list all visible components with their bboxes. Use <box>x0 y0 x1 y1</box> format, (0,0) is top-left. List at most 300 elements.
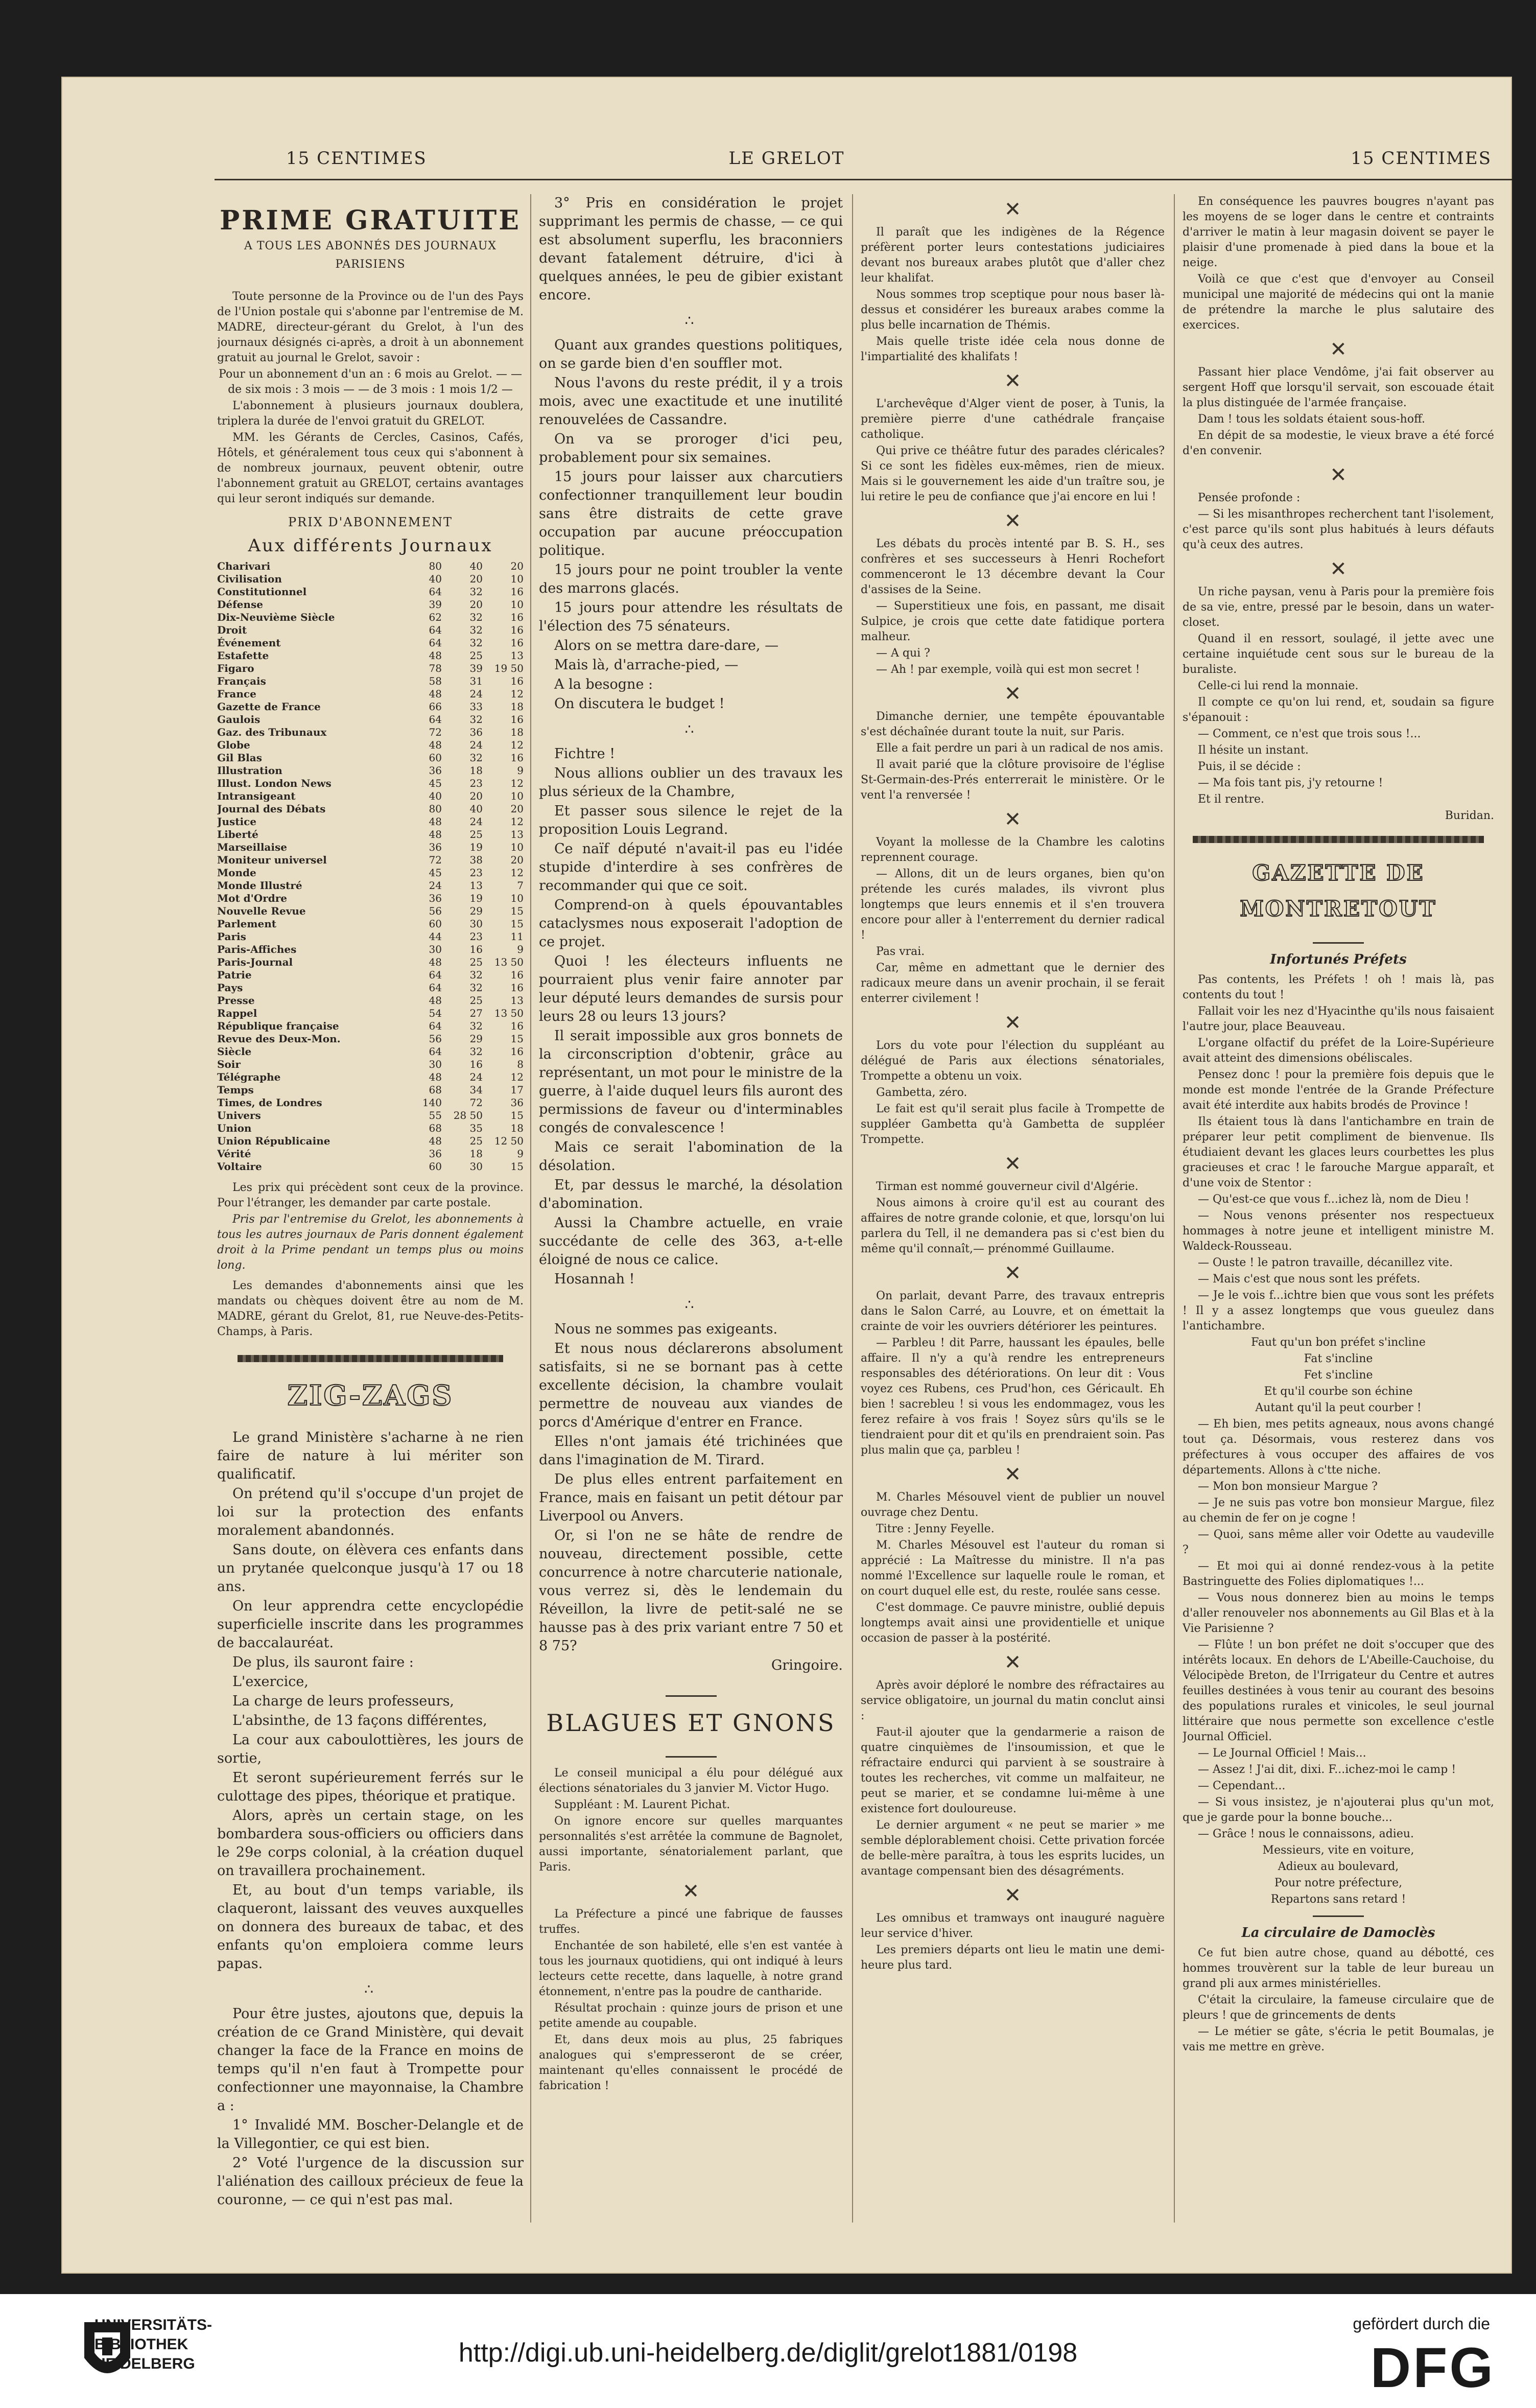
article-paragraph: — Eh bien, mes petits agneaux, nous avons changé tout ça. Désormais, vous resterez dans vos préfectures à vous occuper des affaires de vos départements. Allons à c'tte niche. <box>1183 1418 1494 1477</box>
price-value: 11 <box>510 930 524 943</box>
price-journal-name: Liberté <box>217 828 258 840</box>
price-journal-name: Revue des Deux-Mon. <box>217 1033 341 1045</box>
price-value: 24 <box>469 739 483 751</box>
price-row <box>217 969 524 981</box>
article-paragraph: Les omnibus et tramways ont inauguré naguère leur service d'hiver. <box>861 1912 1165 1940</box>
article-paragraph: L'archevêque d'Alger vient de poser, à Tunis, la première pierre d'une cathédrale française catholique. <box>861 398 1165 441</box>
price-row <box>217 790 524 803</box>
price-journal-name: Monde Illustré <box>217 879 302 892</box>
article-paragraph: Et seront supérieurement ferrés sur le culottage des pipes, théorique et pratique. <box>217 1770 524 1804</box>
article-paragraph: — Et moi qui ai donné rendez-vous à la petite Bastringuette des Folies diplomatiques !... <box>1183 1560 1494 1588</box>
price-journal-name: Dix-Neuvième Siècle <box>217 611 335 623</box>
article-paragraph: Tirman est nommé gouverneur civil d'Algérie. <box>876 1180 1139 1193</box>
article-paragraph: 3° Pris en considération le projet supprimant les permis de chasse, — ce qui est absolument superflu, les braconniers devant fatalement détruire, d'ici à quelques années, le peu de gibier existant encore. <box>539 195 843 303</box>
price-row <box>217 586 524 598</box>
article-paragraph: Il serait impossible aux gros bonnets de la circonscription d'obtenir, grâce au représentant, un mot pour le ministre de la guerre, à l'aide duquel leurs fils auront des permissions de faveur ou d'interminables congés de convalescence ! <box>539 1028 843 1136</box>
price-value: 28 50 <box>453 1109 483 1121</box>
article-paragraph: C'est dommage. Ce pauvre ministre, oublié depuis longtemps avait ainsi une providentielle et unique occasion de passer à la postérité. <box>861 1601 1165 1645</box>
prime-title: PRIME GRATUITE <box>220 205 521 236</box>
prime-note: Les demandes d'abonnements ainsi que les mandats ou chèques doivent être au nom de M. MADRE, gérant du Grelot, 81, rue Neuve-des-Petits-Champs, à Paris. <box>217 1279 524 1338</box>
price-value: 18 <box>469 764 483 777</box>
prime-terms: Pour un abonnement d'un an : 6 mois au Grelot. — — de six mois : 3 mois — — de 3 mois : 1 mois 1/2 — <box>219 368 522 396</box>
section-rule <box>666 1695 717 1697</box>
price-row <box>217 649 524 662</box>
price-value: 24 <box>429 879 442 892</box>
price-row <box>217 713 524 726</box>
price-value: 38 <box>469 854 483 866</box>
article-paragraph: Résultat prochain : quinze jours de prison et une petite amende au coupable. <box>539 2002 843 2030</box>
price-journal-name: Monde <box>217 867 256 879</box>
price-value: 35 <box>469 1122 483 1134</box>
article-paragraph: Alors, après un certain stage, on les bombardera sous-officiers ou officiers dans le 29e corps colonial, à la création duquel on travaillera prochainement. <box>217 1808 524 1879</box>
article-paragraph: On ignore encore sur quelles marquantes personnalités s'est arrêtée la commune de Bagnolet, aussi importante, sénatorialement parlant, que Paris. <box>539 1815 843 1874</box>
digitization-footer <box>0 2294 1536 2408</box>
price-value: 78 <box>429 662 442 674</box>
price-value: 20 <box>510 803 524 815</box>
price-value: 10 <box>510 790 524 802</box>
price-value: 15 <box>510 1109 524 1121</box>
price-value: 10 <box>510 892 524 904</box>
price-journal-name: Paris <box>217 930 246 943</box>
article-paragraph: Elle a fait perdre un pari à un radical de nos amis. <box>876 742 1164 755</box>
price-value: 40 <box>429 573 442 585</box>
price-value: 9 <box>517 1148 524 1160</box>
price-value: 60 <box>429 1160 442 1173</box>
gazette-title: GAZETTE DE MONTRETOUT <box>1240 860 1437 921</box>
article-paragraph: Car, même en admettant que le dernier des radicaux meure dans un avenir prochain, il se ferait enterrer civilement ! <box>861 962 1165 1005</box>
price-table <box>217 560 524 1173</box>
price-value: 33 <box>469 700 483 713</box>
price-journal-name: Charivari <box>217 560 271 572</box>
price-row <box>217 611 524 624</box>
price-value: 18 <box>510 700 524 713</box>
article-paragraph: — Le Journal Officiel ! Mais... <box>1198 1747 1366 1760</box>
price-value: 24 <box>469 1071 483 1083</box>
price-value: 32 <box>469 713 483 726</box>
price-value: 30 <box>429 1058 442 1070</box>
article-paragraph: M. Charles Mésouvel vient de publier un nouvel ouvrage chez Dentu. <box>861 1491 1165 1519</box>
article-paragraph: On prétend qu'il s'occupe d'un projet de loi sur la protection des enfants moralement abandonnés. <box>217 1486 524 1538</box>
verse-line: Et qu'il courbe son échine <box>1264 1385 1413 1398</box>
price-journal-name: Nouvelle Revue <box>217 905 306 917</box>
section-rule <box>1313 1915 1364 1917</box>
separator-mark: ✕ <box>1004 509 1022 533</box>
price-row <box>217 598 524 611</box>
price-journal-name: Parlement <box>217 918 276 930</box>
article-paragraph: Puis, il se décide : <box>1198 760 1301 773</box>
price-row <box>217 892 524 905</box>
separator-mark: ✕ <box>1004 1884 1022 1907</box>
price-value: 40 <box>469 803 483 815</box>
price-value: 24 <box>469 815 483 828</box>
prix-heading: PRIX D'ABONNEMENT <box>288 515 453 529</box>
separator-mark: ✕ <box>1330 557 1347 581</box>
article-paragraph: Mais quelle triste idée cela nous donne de l'impartialité des khalifats ! <box>861 335 1165 363</box>
price-value: 16 <box>510 713 524 726</box>
column-rule <box>1174 194 1175 2223</box>
price-row <box>217 943 524 956</box>
price-value: 8 <box>517 1058 524 1070</box>
section-rule <box>238 1355 503 1362</box>
price-value: 48 <box>429 828 442 840</box>
price-row <box>217 841 524 854</box>
verse-line: Fat s'incline <box>1304 1352 1373 1365</box>
column-3 <box>861 194 1165 2238</box>
header-price-left: 15 CENTIMES <box>286 148 427 169</box>
separator-mark: ✕ <box>1004 1011 1022 1035</box>
price-value: 13 <box>510 649 524 662</box>
price-value: 12 <box>510 739 524 751</box>
price-row <box>217 803 524 815</box>
price-journal-name: Mot d'Ordre <box>217 892 287 904</box>
article-paragraph: Sans doute, on élèvera ces enfants dans un prytanée quelconque jusqu'à 17 ou 18 ans. <box>217 1542 524 1595</box>
price-row <box>217 688 524 700</box>
price-value: 23 <box>469 930 483 943</box>
price-value: 32 <box>469 1020 483 1032</box>
price-value: 64 <box>429 1020 442 1032</box>
price-row <box>217 764 524 777</box>
price-row <box>217 675 524 688</box>
price-value: 16 <box>510 752 524 764</box>
article-paragraph: — Je le vois f...ichtre bien que vous sont les préfets ! Il y a assez longtemps que vous gueulez dans l'antichambre. <box>1183 1289 1494 1332</box>
article-signature: Buridan. <box>1445 809 1494 822</box>
price-journal-name: Intransigeant <box>217 790 296 802</box>
price-value: 31 <box>469 675 483 687</box>
price-journal-name: Siècle <box>217 1045 252 1058</box>
article-paragraph: 15 jours pour laisser aux charcutiers confectionner tranquillement leur boudin sans être distraits de cette grave occupation par aucune préoccupation politique. <box>539 469 843 558</box>
source-url-link[interactable]: http://digi.ub.uni-heidelberg.de/diglit/grelot1881/0198 <box>458 2338 1078 2368</box>
header-price-right: 15 CENTIMES <box>1351 148 1492 169</box>
price-value: 32 <box>469 969 483 981</box>
article-paragraph: 1° Invalidé MM. Boscher-Delangle et de la Villegontier, ce qui est bien. <box>217 2117 524 2152</box>
article-paragraph: Faut-il ajouter que la gendarmerie a raison de quatre cinquièmes de l'insoumission, et que le réfractaire endurci qui parvient à se soustraire à toutes les recherches, vit comme un malfaiteur, ne peut se marier, et se condamne lui-même à une existence fort douloureuse. <box>861 1726 1165 1815</box>
article-paragraph: Voyant la mollesse de la Chambre les calotins reprennent courage. <box>861 836 1165 864</box>
price-value: 18 <box>510 1122 524 1134</box>
price-row <box>217 1033 524 1045</box>
article-paragraph: — Vous nous donnerez bien au moins le temps d'aller renouveler nos abonnements au Gil Blas et à la Vie Parisienne ? <box>1183 1592 1494 1635</box>
gazette-subheading: Infortunés Préfets <box>1270 952 1407 967</box>
separator-mark: ✕ <box>1330 463 1347 487</box>
price-value: 64 <box>429 981 442 994</box>
price-value: 25 <box>469 828 483 840</box>
price-row <box>217 739 524 752</box>
price-value: 32 <box>469 611 483 623</box>
article-paragraph: — Cependant... <box>1198 1780 1286 1792</box>
article-paragraph: Nous sommes trop sceptique pour nous baser là-dessus et considérer les bureaux arabes comme la plus belle incarnation de Thémis. <box>861 288 1165 332</box>
price-value: 12 50 <box>494 1135 524 1147</box>
price-value: 36 <box>429 892 442 904</box>
price-value: 68 <box>429 1122 442 1134</box>
price-journal-name: Globe <box>217 739 250 751</box>
price-journal-name: Français <box>217 675 266 687</box>
article-paragraph: Fallait voir les nez d'Hyacinthe qu'ils nous faisaient l'autre jour, place Beauveau. <box>1183 1005 1494 1033</box>
article-paragraph: Aussi la Chambre actuelle, en vraie succédante de celle des 363, a-t-elle éloigné de nous ce calice. <box>539 1215 843 1268</box>
article-paragraph: — Ouste ! le patron travaille, décanillez vite. <box>1198 1256 1453 1269</box>
article-paragraph: — Je ne suis pas votre bon monsieur Margue, filez au chemin de fer on je cogne ! <box>1183 1497 1494 1525</box>
price-value: 80 <box>429 560 442 572</box>
price-row <box>217 828 524 841</box>
price-value: 56 <box>429 1033 442 1045</box>
price-journal-name: Événement <box>217 637 281 649</box>
article-paragraph: Et, par dessus le marché, la désolation d'abomination. <box>539 1177 843 1211</box>
prime-subtitle: A TOUS LES ABONNÉS DES JOURNAUX PARISIENS <box>244 240 497 271</box>
article-paragraph: De plus, ils sauront faire : <box>232 1654 414 1670</box>
price-row <box>217 905 524 918</box>
price-value: 39 <box>469 662 483 674</box>
article-paragraph: Nous ne sommes pas exigeants. <box>554 1321 778 1337</box>
article-paragraph: Et, dans deux mois au plus, 25 fabriques analogues qui s'empresseront de se créer, maintenant qu'elles connaissent le procédé de fabrication ! <box>539 2033 843 2092</box>
price-value: 12 <box>510 867 524 879</box>
price-row <box>217 918 524 930</box>
price-row <box>217 1160 524 1173</box>
price-journal-name: Illust. London News <box>217 777 332 789</box>
price-value: 30 <box>429 943 442 955</box>
price-journal-name: Vérité <box>217 1148 251 1160</box>
price-value: 64 <box>429 586 442 598</box>
price-value: 48 <box>429 994 442 1007</box>
article-paragraph: — Ma fois tant pis, j'y retourne ! <box>1198 777 1383 789</box>
verse-line: Pour notre préfecture, <box>1274 1877 1403 1889</box>
price-row <box>217 1007 524 1020</box>
price-value: 23 <box>469 777 483 789</box>
price-journal-name: Gaulois <box>217 713 261 726</box>
price-row <box>217 777 524 790</box>
price-value: 25 <box>469 649 483 662</box>
price-value: 62 <box>429 611 442 623</box>
article-paragraph: Les premiers départs ont lieu le matin une demi-heure plus tard. <box>861 1944 1165 1972</box>
price-row <box>217 1096 524 1109</box>
article-paragraph: Les débats du procès intenté par B. S. H., ses confrères et ses successeurs à Henri Rochefort commenceront le 13 décembre devant la Cour d'assises de la Seine. <box>861 537 1165 596</box>
blagues-title: BLAGUES ET GNONS <box>546 1709 836 1737</box>
price-value: 39 <box>429 598 442 611</box>
price-journal-name: Univers <box>217 1109 261 1121</box>
price-value: 15 <box>510 918 524 930</box>
article-paragraph: — A qui ? <box>876 647 930 660</box>
price-value: 18 <box>510 726 524 738</box>
verse-line: Autant qu'il la peut courber ! <box>1255 1401 1422 1414</box>
price-value: 48 <box>429 688 442 700</box>
circulaire-heading: La circulaire de Damoclès <box>1241 1925 1435 1941</box>
price-row <box>217 624 524 637</box>
price-row <box>217 994 524 1007</box>
price-value: 64 <box>429 637 442 649</box>
article-paragraph: Pas vrai. <box>876 945 925 958</box>
price-journal-name: Union <box>217 1122 252 1134</box>
university-name-line: HEIDELBERG <box>94 2355 195 2372</box>
article-line: La charge de leurs professeurs, <box>232 1693 455 1709</box>
article-paragraph: La Préfecture a pincé une fabrique de fausses truffes. <box>539 1908 843 1936</box>
article-paragraph: Ce fut bien autre chose, quand au débotté, ces hommes trouvèrent sur la table de leur bureau un grand pli aux armes ministérielles. <box>1183 1947 1494 1990</box>
price-value: 72 <box>429 726 442 738</box>
price-value: 16 <box>510 611 524 623</box>
header-title: LE GRELOT <box>728 148 845 169</box>
price-journal-name: Gazette de France <box>217 700 321 713</box>
price-value: 20 <box>510 854 524 866</box>
article-line: L'exercice, <box>232 1674 309 1690</box>
price-value: 45 <box>429 867 442 879</box>
separator-mark: ✕ <box>1004 1261 1022 1285</box>
price-journal-name: Figaro <box>217 662 254 674</box>
price-value: 25 <box>469 956 483 968</box>
price-row <box>217 1045 524 1058</box>
price-value: 44 <box>429 930 442 943</box>
price-value: 27 <box>469 1007 483 1019</box>
columns-area <box>61 77 1512 2274</box>
price-value: 12 <box>510 815 524 828</box>
university-name-line: UNIVERSITÄTS- <box>94 2317 212 2333</box>
price-journal-name: République française <box>217 1020 339 1032</box>
price-row <box>217 930 524 943</box>
column-1 <box>217 194 524 2238</box>
article-paragraph: — Ah ! par exemple, voilà qui est mon secret ! <box>876 663 1140 676</box>
article-paragraph: Le fait est qu'il serait plus facile à Trompette de suppléer Gambetta qu'à Gambetta de suppléer Trompette. <box>861 1103 1165 1146</box>
price-value: 72 <box>429 854 442 866</box>
article-paragraph: Le grand Ministère s'acharne à ne rien faire de nature à lui mériter son qualificatif. <box>217 1430 524 1482</box>
price-value: 60 <box>429 752 442 764</box>
price-journal-name: Défense <box>217 598 263 611</box>
zigzags-title: ZIG-ZAGS <box>287 1379 454 1412</box>
price-value: 48 <box>429 1135 442 1147</box>
price-value: 36 <box>429 764 442 777</box>
article-paragraph: Comprend-on à quels épouvantables cataclysmes nous exposerait l'adoption de ce projet. <box>539 897 843 950</box>
article-paragraph: Le dernier argument « ne peut se marier » me semble déplorablement choisi. Cette privation forcée de belle-mère paraîtra, à tous les esprits lucides, un avantage compensant bien des désagréments. <box>861 1819 1165 1878</box>
article-paragraph: — Grâce ! nous le connaissons, adieu. <box>1198 1828 1414 1840</box>
article-paragraph: En dépit de sa modestie, le vieux brave a été forcé d'en convenir. <box>1183 429 1494 457</box>
article-paragraph: L'organe olfactif du préfet de la Loire-Supérieure avait atteint des dimensions obéliscales. <box>1183 1037 1494 1065</box>
price-journal-name: Journal des Débats <box>217 803 326 815</box>
price-row <box>217 1084 524 1096</box>
verse-line: Repartons sans retard ! <box>1270 1893 1406 1906</box>
price-value: 25 <box>469 994 483 1007</box>
price-value: 16 <box>510 969 524 981</box>
article-paragraph: Et nous nous déclarerons absolument satisfaits, si ne se bornant pas à cette excellente décision, la chambre voulait permettre de nouveau aux viandes de porcs d'Amérique d'entrer en France. <box>539 1341 843 1430</box>
article-paragraph: Quoi ! les électeurs influents ne pourraient plus venir faire annoter par leur député leurs demandes de sursis pour leurs 28 ou leurs 13 jours? <box>539 953 843 1024</box>
article-paragraph: — Superstitieux une fois, en passant, me disait Sulpice, je crois que cette date fatidique portera malheur. <box>861 600 1165 643</box>
article-paragraph: — Quoi, sans même aller voir Odette au vaudeville ? <box>1183 1528 1494 1556</box>
article-paragraph: Et, au bout d'un temps variable, ils claqueront, laissant des veuves auxquelles on donnera des bureaux de tabac, et des enfants qu'on emploiera comme leurs papas. <box>217 1882 524 1972</box>
price-value: 64 <box>429 1045 442 1058</box>
prime-para: MM. les Gérants de Cercles, Casinos, Cafés, Hôtels, et généralement tous ceux qui s'abonnent à de nombreux journaux, peuvent obtenir, outre l'abonnement gratuit au GRELOT, certains avantages qui leur seront indiqués sur demande. <box>217 431 524 505</box>
column-rule <box>530 194 531 2223</box>
prime-note: Les prix qui précèdent sont ceux de la province. Pour l'étranger, les demander par carte postale. <box>217 1181 524 1209</box>
article-paragraph: Pour être justes, ajoutons que, depuis la création de ce Grand Ministère, qui devait changer la face de la France en moins de temps qu'il n'en faut à Trompette pour confectionner une mayonnaise, la Chambre a : <box>217 2006 524 2114</box>
article-paragraph: Nous allions oublier un des travaux les plus sérieux de la Chambre, <box>539 765 843 800</box>
section-dots: ∴ <box>684 312 697 329</box>
price-value: 48 <box>429 739 442 751</box>
article-paragraph: Pas contents, les Préfets ! oh ! mais là, pas contents du tout ! <box>1183 973 1494 1001</box>
article-paragraph: Il avait parié que la clôture provisoire de l'église St-Germain-des-Prés enterrerait le ministère. Or le vent l'a renversée ! <box>861 758 1165 802</box>
price-journal-name: Constitutionnel <box>217 586 307 598</box>
price-value: 16 <box>510 1045 524 1058</box>
column-4 <box>1183 194 1494 2238</box>
article-paragraph: 2° Voté l'urgence de la discussion sur l'aliénation des cailloux précieux de feue la couronne, — ce qui n'est pas mal. <box>217 2155 524 2208</box>
price-value: 64 <box>429 624 442 636</box>
column-2 <box>539 194 843 2238</box>
price-value: 13 50 <box>494 1007 524 1019</box>
separator-mark: ✕ <box>1330 338 1347 361</box>
article-paragraph: Après avoir déploré le nombre des réfractaires au service obligatoire, un journal du matin conclut ainsi : <box>861 1679 1165 1722</box>
article-paragraph: Celle-ci lui rend la monnaie. <box>1198 680 1359 692</box>
price-value: 13 <box>510 828 524 840</box>
price-value: 20 <box>469 598 483 611</box>
price-value: 32 <box>469 981 483 994</box>
price-journal-name: Civilisation <box>217 573 282 585</box>
article-paragraph: Et passer sous silence le rejet de la proposition Louis Legrand. <box>539 803 843 837</box>
price-value: 32 <box>469 637 483 649</box>
section-rule <box>666 1756 717 1758</box>
article-paragraph: 15 jours pour attendre les résultats de l'élection des 75 sénateurs. <box>539 600 843 634</box>
section-dots: ∴ <box>364 1981 376 1998</box>
price-value: 19 <box>469 892 483 904</box>
price-value: 13 <box>510 994 524 1007</box>
price-value: 20 <box>510 560 524 572</box>
prime-intro: Toute personne de la Province ou de l'un des Pays de l'Union postale qui s'abonne par l'entremise de M. MADRE, directeur-gérant du Grelot, à l'un des journaux désignés ci-après, a droit à un abonnement gratuit au journal le Grelot, savoir : <box>217 290 524 364</box>
article-paragraph: — Assez ! J'ai dit, dixi. F...ichez-moi le camp ! <box>1198 1763 1456 1776</box>
article-paragraph: Il paraît que les indigènes de la Régence préfèrent porter leurs contestations judiciaires devant nos bureaux arabes plutôt que d'aller chez leur khalifat. <box>861 226 1165 285</box>
price-value: 30 <box>469 1160 483 1173</box>
price-value: 15 <box>510 905 524 917</box>
university-name-line: BIBLIOTHEK <box>94 2336 188 2353</box>
article-signature: Gringoire. <box>771 1657 843 1673</box>
price-row <box>217 637 524 649</box>
price-journal-name: Voltaire <box>217 1160 262 1173</box>
article-paragraph: On leur apprendra cette encyclopédie superficielle inscrite dans les programmes de baccalauréat. <box>217 1598 524 1651</box>
article-paragraph: Titre : Jenny Feyelle. <box>876 1523 995 1535</box>
funded-by-label: gefördert durch die <box>1353 2315 1490 2333</box>
article-paragraph: M. Charles Mésouvel est l'auteur du roman si apprécié : La Maîtresse du ministre. Il n'a pas nommé l'Excellence sur laquelle roule le roman, et on court duquel elle est, du reste, roulée sans cesse. <box>861 1539 1165 1598</box>
price-value: 7 <box>517 879 524 892</box>
separator-mark: ✕ <box>1004 1463 1022 1486</box>
article-paragraph: Et il rentre. <box>1198 793 1265 806</box>
price-value: 12 <box>510 777 524 789</box>
price-value: 29 <box>469 1033 483 1045</box>
article-paragraph: Hosannah ! <box>554 1271 635 1287</box>
price-journal-name: Droit <box>217 624 247 636</box>
price-value: 15 <box>510 1160 524 1173</box>
article-paragraph: Nous aimons à croire qu'il est au courant des affaires de notre grande colonie, et que, lorsqu'on lui parlera du Tell, il ne demandera pas si c'est bien du même qu'il connaît,— prénommé Guillaume. <box>861 1197 1165 1255</box>
article-paragraph: Ils étaient tous là dans l'antichambre en train de préparer leur petit compliment de bienvenue. Ils étudiaient devant les glaces leurs courbettes les plus gracieuses et crac ! le farouche Margue apparaît, et d'une voix de Stentor : <box>1183 1115 1494 1189</box>
article-paragraph: Dimanche dernier, une tempête épouvantable s'est déchaînée durant toute la nuit, sur Paris. <box>861 710 1165 738</box>
price-journal-name: Pays <box>217 981 243 994</box>
price-value: 16 <box>469 943 483 955</box>
section-dots: ∴ <box>684 721 697 738</box>
verse-line: Fet s'incline <box>1304 1369 1373 1382</box>
price-value: 30 <box>469 918 483 930</box>
section-dots: ∴ <box>684 1296 697 1313</box>
article-paragraph: Gambetta, zéro. <box>876 1086 967 1099</box>
article-paragraph: — Flûte ! un bon préfet ne doit s'occuper que des intérêts locaux. En dehors de L'Abeille-Cauchoise, du Vélocipède Breton, de l'Irrigateur du Centre et autres feuilles destinées à vous tenir au courant des besoins des populations rurales et vinicoles, le seul journal littéraire que nous permette son excellence c'estle Journal Officiel. <box>1183 1639 1494 1743</box>
price-value: 45 <box>429 777 442 789</box>
price-value: 16 <box>510 981 524 994</box>
price-value: 32 <box>469 752 483 764</box>
price-value: 54 <box>429 1007 442 1019</box>
price-journal-name: Paris-Affiches <box>217 943 297 955</box>
section-rule <box>1193 836 1484 843</box>
article-paragraph: Voilà ce que c'est que d'envoyer au Conseil municipal une majorité de médecins qui ont la manie de prétendre la marche le plus salutaire des exercices. <box>1183 273 1494 332</box>
price-value: 13 50 <box>494 956 524 968</box>
price-journal-name: Paris-Journal <box>217 956 293 968</box>
price-row <box>217 752 524 764</box>
price-row <box>217 662 524 675</box>
price-journal-name: Temps <box>217 1084 254 1096</box>
verse-line: Faut qu'un bon préfet s'incline <box>1251 1336 1426 1349</box>
price-value: 20 <box>469 573 483 585</box>
price-journal-name: Soir <box>217 1058 241 1070</box>
price-value: 40 <box>429 790 442 802</box>
article-line: A la besogne : <box>554 676 653 692</box>
price-value: 48 <box>429 956 442 968</box>
separator-mark: ✕ <box>1004 808 1022 831</box>
